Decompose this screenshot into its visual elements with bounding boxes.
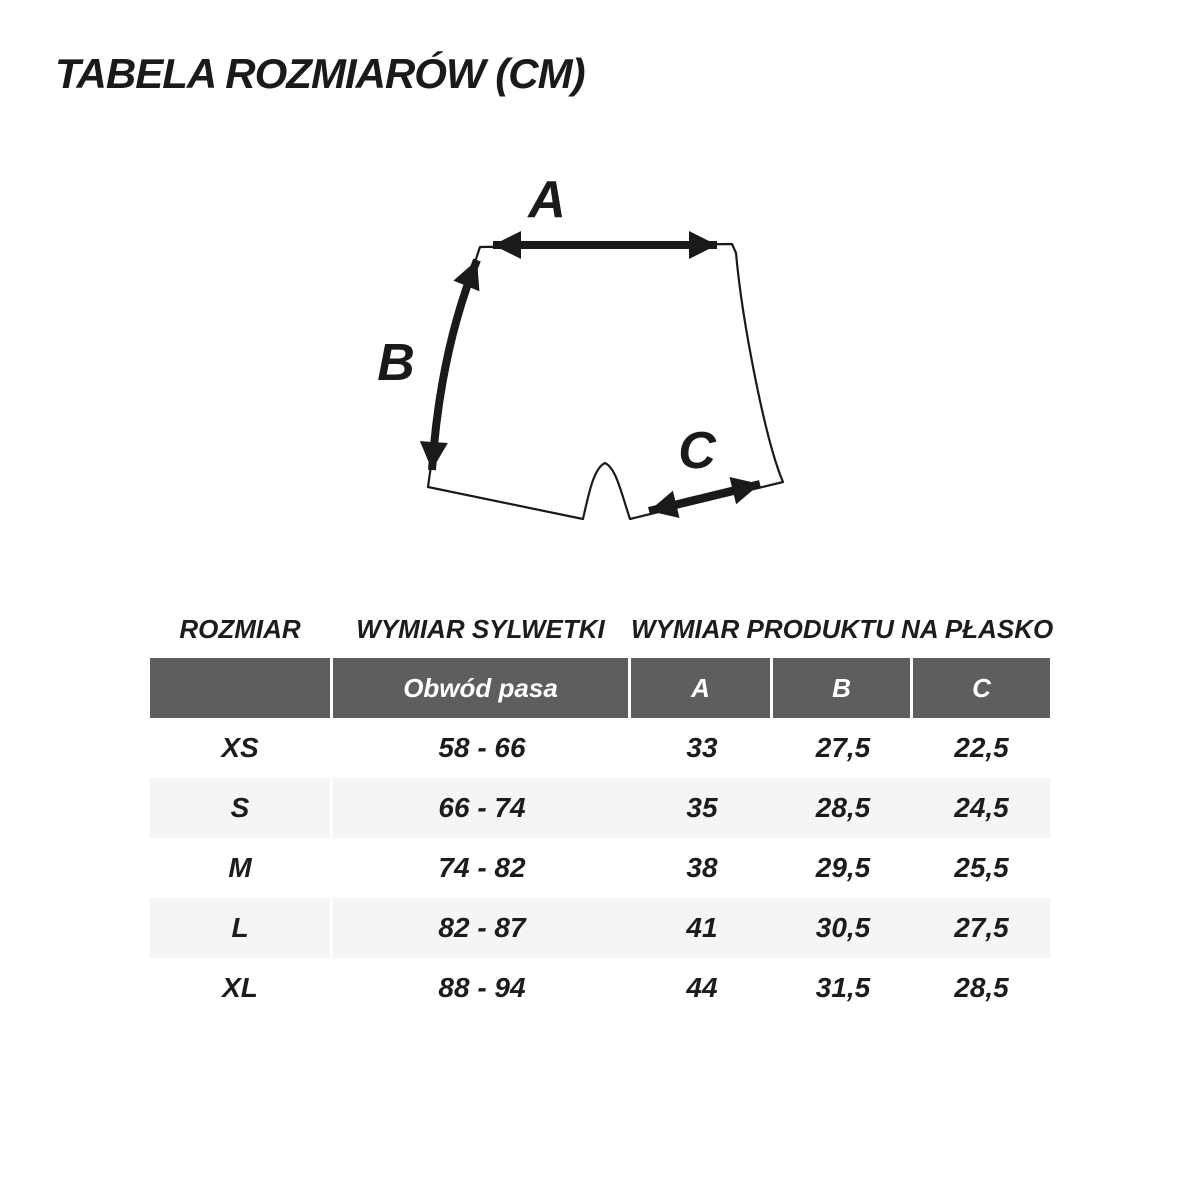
diagram-label-b: B <box>377 334 415 392</box>
header-cell-c: C <box>913 658 1050 718</box>
size-cell: S <box>150 778 330 838</box>
arrow-b <box>432 260 477 470</box>
a-cell: 44 <box>686 972 718 1003</box>
c-cell: 28,5 <box>954 972 1009 1003</box>
a-cell: 38 <box>686 852 718 883</box>
waist-cell: 88 - 94 <box>438 972 526 1003</box>
size-cell: XS <box>221 732 259 763</box>
shorts-measurement-diagram <box>360 160 820 560</box>
a-cell: 33 <box>686 732 718 763</box>
waist-cell: 58 - 66 <box>438 732 526 763</box>
a-cell: 41 <box>686 912 718 943</box>
size-cell: L <box>150 898 330 958</box>
table-row <box>150 838 1050 898</box>
table-group-header-row <box>150 600 1054 658</box>
waist-cell: 66 - 74 <box>438 792 526 823</box>
table-header-row <box>150 658 1050 718</box>
group-header-size: ROZMIAR <box>179 613 301 644</box>
c-cell: 24,5 <box>954 792 1009 823</box>
table-row <box>150 778 1050 838</box>
header-cell-waist: Obwód pasa <box>333 658 628 718</box>
b-cell: 29,5 <box>815 852 871 883</box>
header-cell-a: A <box>631 658 770 718</box>
c-cell: 27,5 <box>954 912 1009 943</box>
c-cell: 22,5 <box>954 732 1009 763</box>
b-cell: 30,5 <box>815 912 871 943</box>
table-row <box>150 898 1050 958</box>
table-row <box>150 718 1050 778</box>
b-cell: 28,5 <box>815 792 871 823</box>
group-header-body-measure: WYMIAR SYLWETKI <box>356 613 605 644</box>
diagram-label-c: C <box>678 422 716 480</box>
group-header-product-flat: WYMIAR PRODUKTU NA PŁASKO <box>631 613 1054 644</box>
shorts-outline <box>428 244 783 519</box>
table-row <box>150 958 1050 1018</box>
size-table <box>150 600 1054 1018</box>
size-cell: XL <box>222 972 258 1003</box>
waist-cell: 82 - 87 <box>438 912 526 943</box>
header-cell-empty <box>150 658 330 718</box>
a-cell: 35 <box>686 792 718 823</box>
b-cell: 31,5 <box>815 972 871 1003</box>
waist-cell: 74 - 82 <box>438 852 526 883</box>
arrow-c <box>649 484 760 511</box>
b-cell: 27,5 <box>815 732 871 763</box>
size-cell: M <box>228 852 252 883</box>
c-cell: 25,5 <box>954 852 1009 883</box>
diagram-label-a: A <box>528 171 566 229</box>
header-cell-b: B <box>773 658 910 718</box>
page-title: TABELA ROZMIARÓW (CM) <box>55 50 585 97</box>
